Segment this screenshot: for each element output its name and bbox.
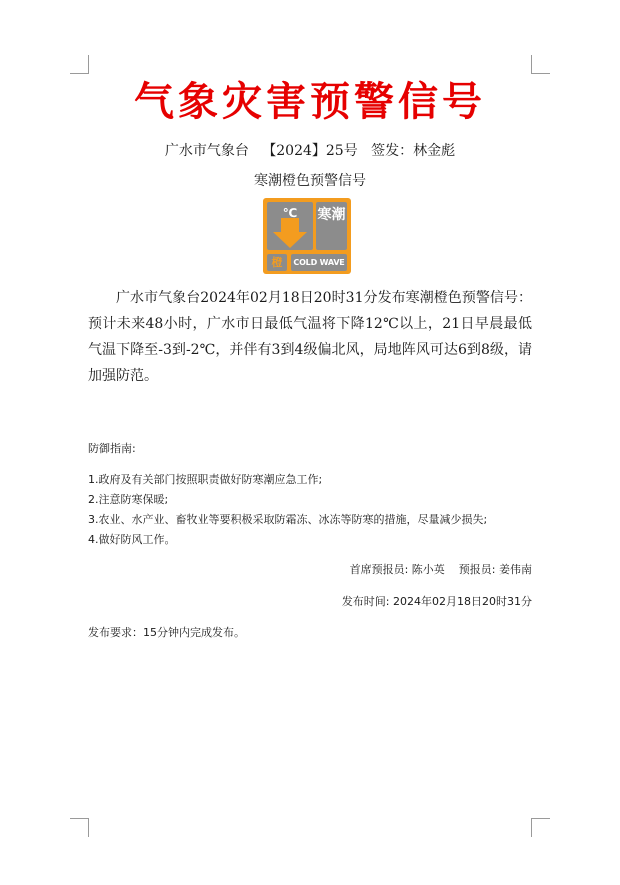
signal-name: 寒潮橙色预警信号	[254, 173, 366, 189]
guidelines-heading: 防御指南:	[88, 442, 136, 455]
crop-mark-top-left	[70, 55, 89, 74]
cold-wave-chars: 寒潮	[317, 207, 346, 223]
crop-mark-bottom-left	[70, 818, 89, 837]
guidelines-list	[88, 470, 532, 550]
crop-mark-top-right	[531, 55, 550, 74]
cold-wave-chars-panel	[316, 202, 347, 250]
cold-wave-warning-icon	[263, 198, 351, 274]
forecasters-line: 首席预报员: 陈小英 预报员: 姜伟南	[349, 563, 532, 576]
list-item: 2.注意防寒保暖;	[88, 493, 169, 506]
release-requirement: 发布要求：15分钟内完成发布。	[88, 626, 245, 639]
issued-time: 发布时间: 2024年02月18日20时31分	[341, 595, 532, 608]
celsius-unit: ℃	[282, 206, 298, 220]
issuer-line: 广水市气象台 【2024】25号 签发：林金彪	[164, 143, 456, 159]
cold-wave-english-label: COLD WAVE	[291, 254, 347, 271]
temperature-drop-panel	[267, 202, 313, 250]
list-item: 4.做好防风工作。	[88, 533, 176, 546]
warning-body: 广水市气象台2024年02月18日20时31分发布寒潮橙色预警信号：预计未来48小时，广水市日最低气温将下降12℃以上，21日早晨最低气温下降至-3到-2℃，并伴有3到4级偏北风，局地阵风可达6到8级，请加强防范。	[88, 290, 532, 384]
crop-mark-bottom-right	[531, 818, 550, 837]
orange-level-char: 橙	[267, 254, 287, 271]
list-item: 1.政府及有关部门按照职责做好防寒潮应急工作;	[88, 473, 323, 486]
document-title: 气象灾害预警信号	[134, 78, 486, 125]
list-item: 3.农业、水产业、畜牧业等要积极采取防霜冻、冰冻等防寒的措施，尽量减少损失;	[88, 513, 488, 526]
